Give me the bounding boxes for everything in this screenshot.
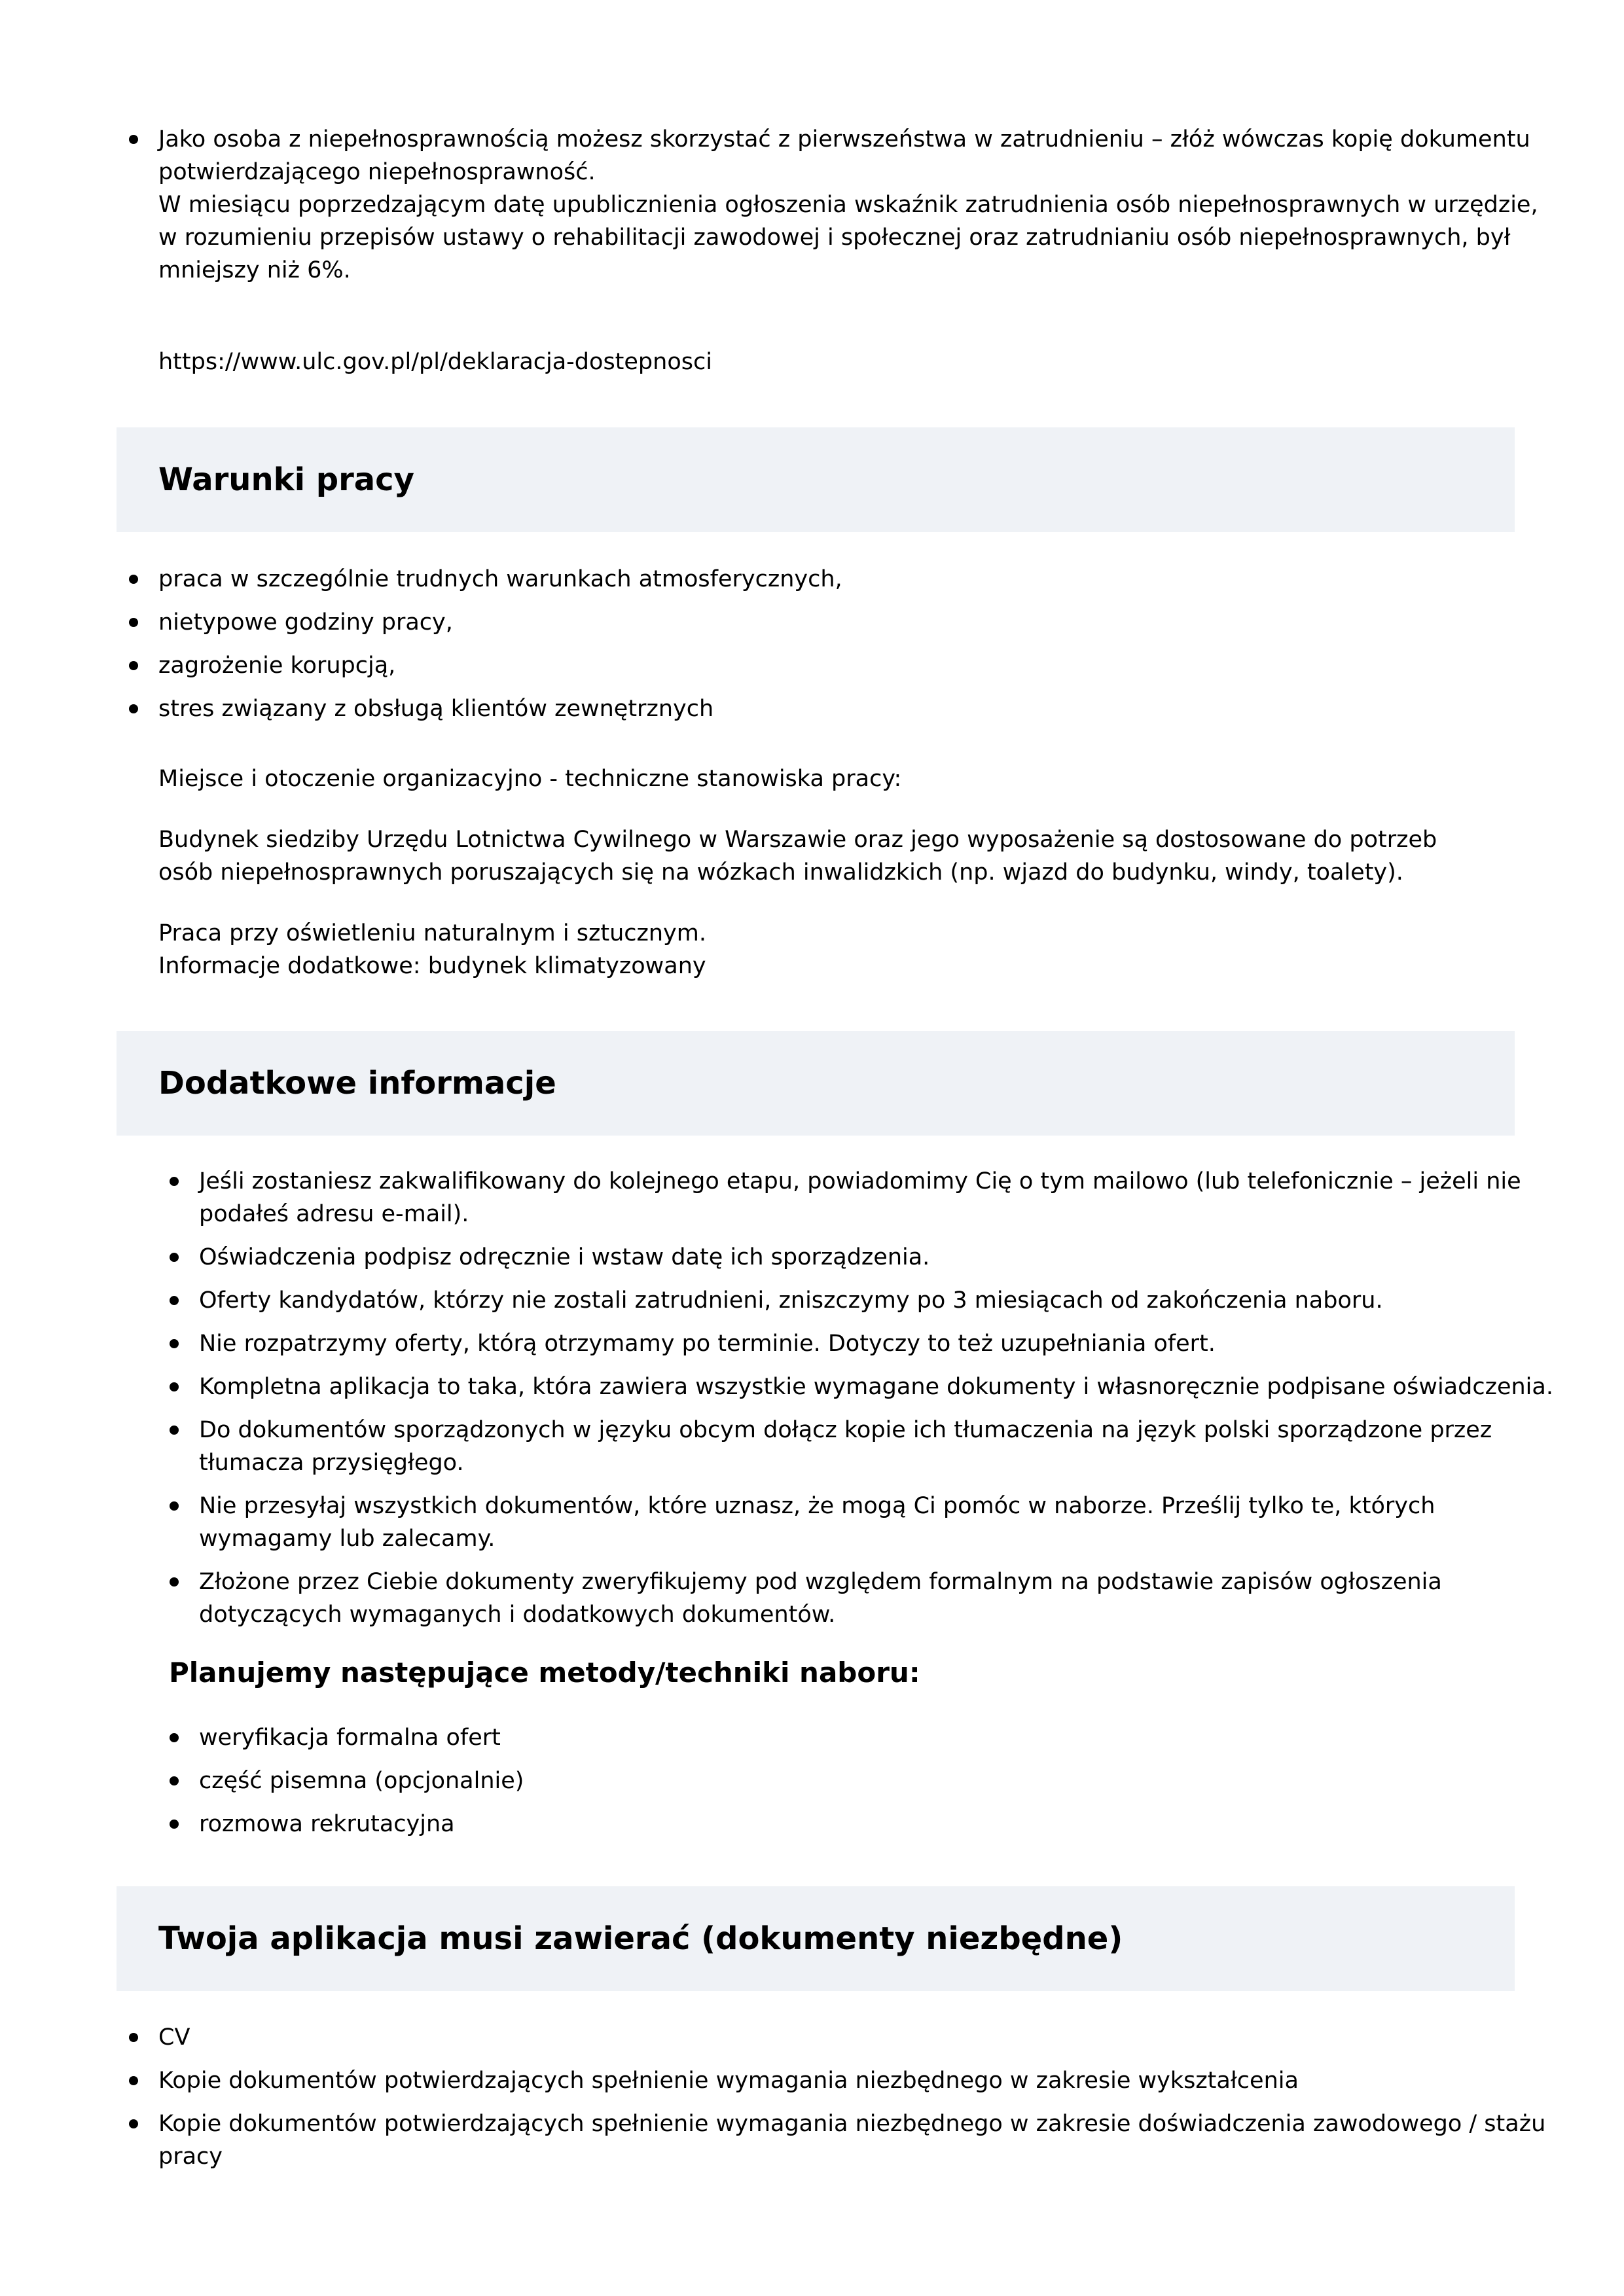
list-item xyxy=(199,1241,1553,1274)
list-item-line: Złożone przez Ciebie dokumenty zweryfikujemy pod względem formalnym na podstawie zapisów ogłoszenia xyxy=(199,1569,1442,1595)
dodatkowe-list xyxy=(199,1165,1553,1631)
list-item: nietypowe godziny pracy, xyxy=(158,606,842,639)
methods-heading: Planujemy następujące metody/techniki naboru: xyxy=(169,1657,920,1689)
lighting-paragraph xyxy=(158,917,706,982)
lighting-line-1: Praca przy oświetleniu naturalnym i sztucznym. xyxy=(158,920,706,946)
disability-line-3: W miesiącu poprzedzającym datę upublicznienia ogłoszenia wskaźnik zatrudnienia osób niepełnosprawnych w urzędzie, xyxy=(158,192,1538,218)
disability-line-5: mniejszy niż 6%. xyxy=(158,257,351,283)
list-item-line: Jeśli zostaniesz zakwalifikowany do kolejnego etapu, powiadomimy Cię o tym mailowo (lub telefonicznie – jeżeli nie xyxy=(199,1168,1521,1194)
list-item xyxy=(199,1490,1553,1555)
building-line-2: osób niepełnosprawnych poruszających się na wózkach inwalidzkich (np. wjazd do budynku, windy, toalety). xyxy=(158,859,1403,886)
list-item xyxy=(199,1327,1553,1360)
list-item-line: Kopie dokumentów potwierdzających spełnienie wymagania niezbędnego w zakresie doświadczenia zawodowego / stażu xyxy=(158,2111,1546,2137)
accessibility-link[interactable]: https://www.ulc.gov.pl/pl/deklaracja-dostepnosci xyxy=(158,349,712,375)
list-item-line: podałeś adresu e-mail). xyxy=(199,1201,469,1227)
top-list xyxy=(158,123,1538,287)
disability-line-2: potwierdzającego niepełnosprawność. xyxy=(158,159,596,185)
section-header-dodatkowe xyxy=(117,1031,1515,1136)
list-item-line: wymagamy lub zalecamy. xyxy=(199,1526,496,1552)
list-item xyxy=(158,2021,1545,2054)
list-item xyxy=(158,2108,1545,2173)
list-item-line: Oświadczenia podpisz odręcznie i wstaw datę ich sporządzenia. xyxy=(199,1244,930,1270)
list-item-line: Nie rozpatrzymy oferty, którą otrzymamy po terminie. Dotyczy to też uzupełniania ofert. xyxy=(199,1331,1216,1357)
list-item: praca w szczególnie trudnych warunkach atmosferycznych, xyxy=(158,563,842,596)
list-item: weryfikacja formalna ofert xyxy=(199,1721,524,1754)
methods-list xyxy=(199,1721,524,1840)
list-item xyxy=(199,1284,1553,1317)
list-item-line: Kopie dokumentów potwierdzających spełnienie wymagania niezbędnego w zakresie wykształcenia xyxy=(158,2068,1299,2094)
list-item-disability xyxy=(158,123,1538,287)
list-item xyxy=(158,2064,1545,2097)
section-title-warunki: Warunki pracy xyxy=(158,461,414,498)
warunki-list xyxy=(158,563,842,725)
list-item xyxy=(199,1414,1553,1479)
list-item xyxy=(199,1371,1553,1403)
section-title-aplikacja: Twoja aplikacja musi zawierać (dokumenty niezbędne) xyxy=(158,1920,1123,1957)
list-item-line: Nie przesyłaj wszystkich dokumentów, które uznasz, że mogą Ci pomóc w naborze. Prześlij tylko te, których xyxy=(199,1493,1435,1519)
list-item-line: Oferty kandydatów, którzy nie zostali zatrudnieni, zniszczymy po 3 miesiącach od zakończenia naboru. xyxy=(199,1287,1383,1314)
workplace-heading: Miejsce i otoczenie organizacyjno - techniczne stanowiska pracy: xyxy=(158,766,902,792)
list-item xyxy=(199,1165,1553,1230)
list-item: stres związany z obsługą klientów zewnętrznych xyxy=(158,692,842,725)
list-item-line: CV xyxy=(158,2024,190,2051)
list-item-line: Kompletna aplikacja to taka, która zawiera wszystkie wymagane dokumenty i własnoręcznie podpisane oświadczenia. xyxy=(199,1374,1553,1400)
list-item: rozmowa rekrutacyjna xyxy=(199,1808,524,1840)
building-line-1: Budynek siedziby Urzędu Lotnictwa Cywilnego w Warszawie oraz jego wyposażenie są dostosowane do potrzeb xyxy=(158,827,1437,853)
disability-line-1: Jako osoba z niepełnosprawnością możesz skorzystać z pierwszeństwa w zatrudnieniu – złóż wówczas kopię dokumentu xyxy=(158,126,1530,152)
building-paragraph xyxy=(158,823,1437,889)
list-item-line: Do dokumentów sporządzonych w języku obcym dołącz kopie ich tłumaczenia na język polski sporządzone przez xyxy=(199,1417,1492,1443)
list-item-line: pracy xyxy=(158,2144,223,2170)
section-title-dodatkowe: Dodatkowe informacje xyxy=(158,1065,556,1102)
list-item: zagrożenie korupcją, xyxy=(158,649,842,682)
list-item: część pisemna (opcjonalnie) xyxy=(199,1765,524,1797)
lighting-line-2: Informacje dodatkowe: budynek klimatyzowany xyxy=(158,953,706,979)
aplikacja-list xyxy=(158,2021,1545,2173)
list-item xyxy=(199,1566,1553,1631)
section-header-aplikacja xyxy=(117,1886,1515,1991)
list-item-line: dotyczących wymaganych i dodatkowych dokumentów. xyxy=(199,1602,836,1628)
list-item-line: tłumacza przysięgłego. xyxy=(199,1450,464,1476)
section-header-warunki xyxy=(117,427,1515,532)
disability-line-4: w rozumieniu przepisów ustawy o rehabilitacji zawodowej i społecznej oraz zatrudnianiu osób niepełnosprawnych, był xyxy=(158,224,1511,251)
